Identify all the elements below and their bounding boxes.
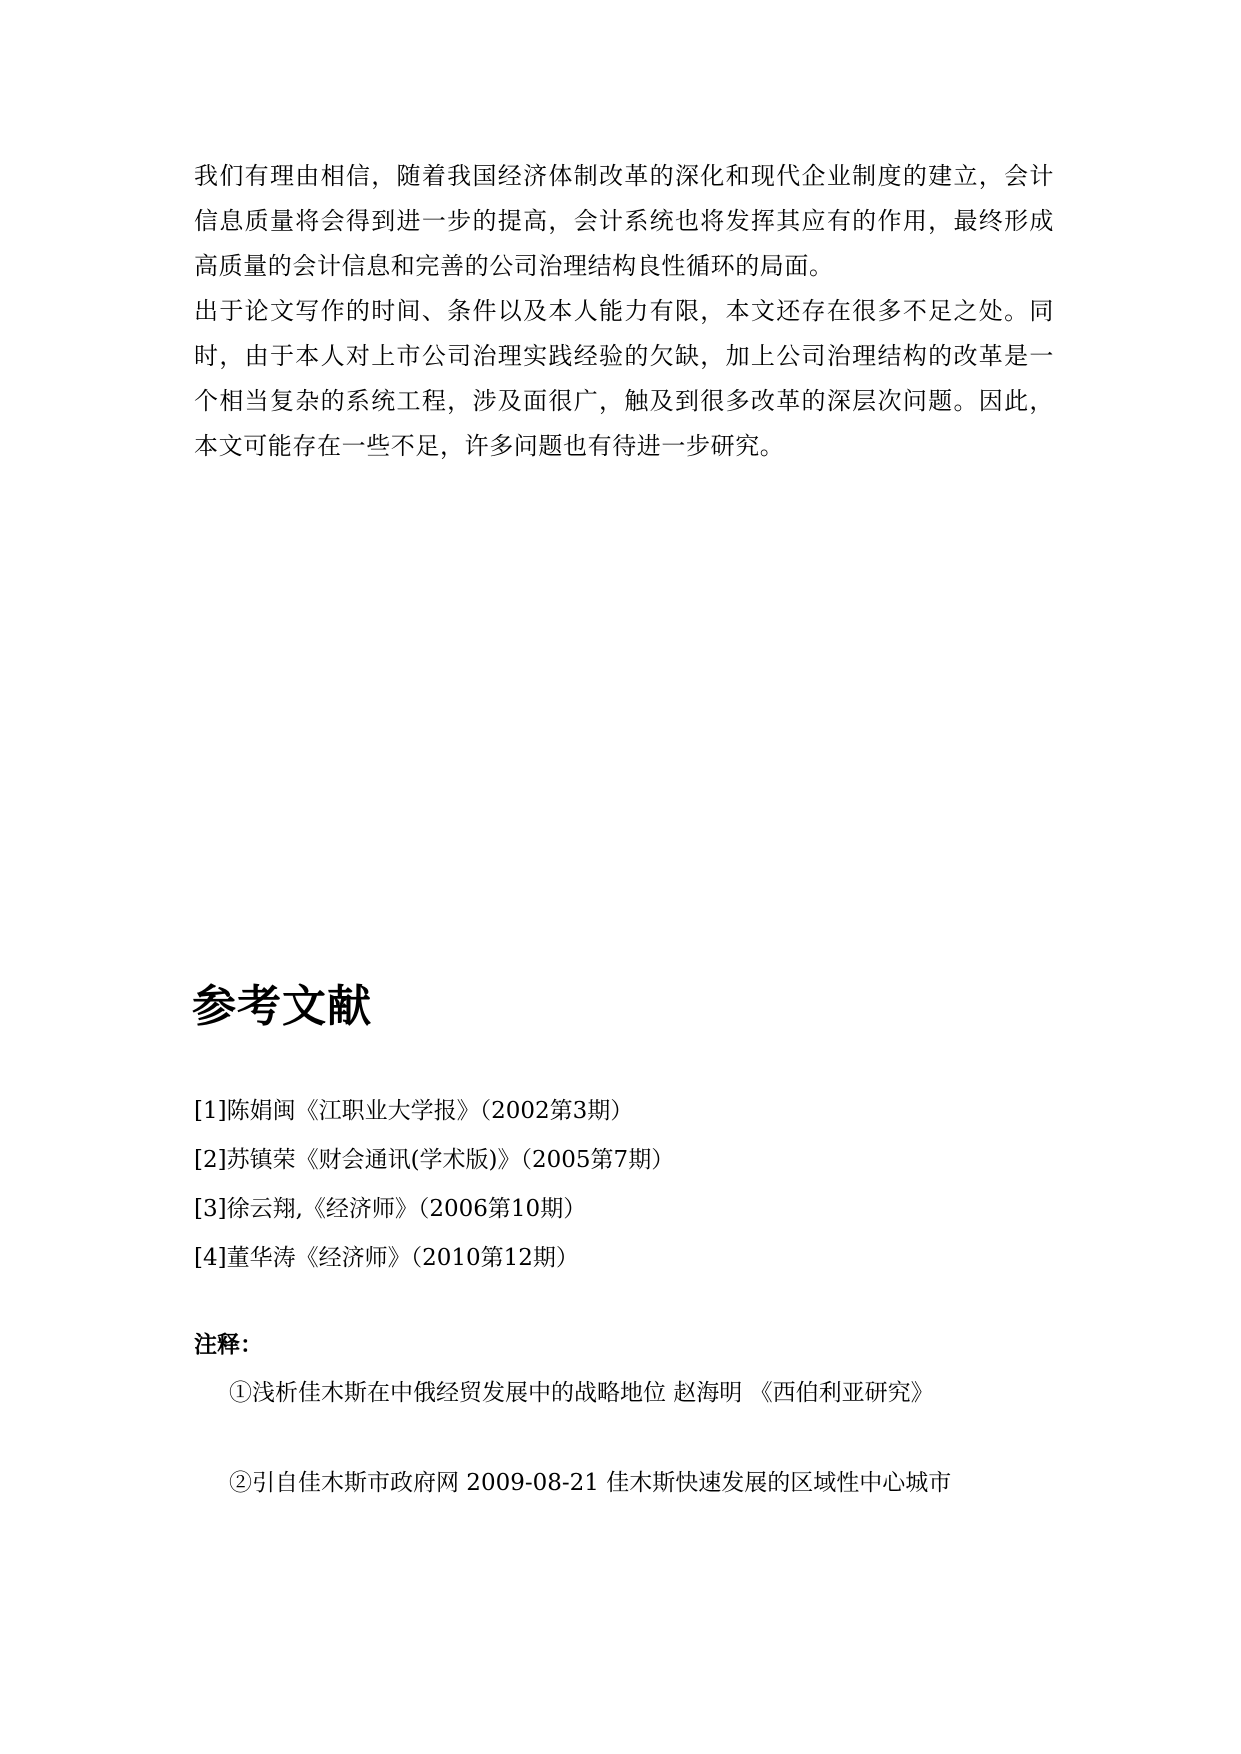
note-item: ②引自佳木斯市政府网 2009-08-21 佳木斯快速发展的区域性中心城市 [229, 1470, 952, 1496]
reference-item: [1]陈娟闽《江职业大学报》（2002第3期） [194, 1098, 634, 1124]
paragraph-limitations: 出于论文写作的时间、条件以及本人能力有限，本文还存在很多不足之处。同时，由于本人对上市公司治理实践经验的欠缺，加上公司治理结构的改革是一个相当复杂的系统工程，涉及面很广，触及到很多改革的深层次问题。因此，本文可能存在一些不足，许多问题也有待进一步研究。 [194, 297, 1054, 460]
reference-item: [3]徐云翔,《经济师》（2006第10期） [194, 1196, 587, 1222]
reference-item: [4]董华涛《经济师》（2010第12期） [194, 1245, 579, 1271]
paragraph-conclusion: 我们有理由相信，随着我国经济体制改革的深化和现代企业制度的建立，会计信息质量将会得到进一步的提高，会计系统也将发挥其应有的作用，最终形成高质量的会计信息和完善的公司治理结构良性循环的局面。 [194, 162, 1054, 280]
note-item: ①浅析佳木斯在中俄经贸发展中的战略地位 赵海明 《西伯利亚研究》 [229, 1380, 934, 1406]
references-heading: 参考文献 [192, 981, 372, 1032]
references-list [194, 1087, 674, 1283]
body-text [194, 154, 1054, 469]
reference-item: [2]苏镇荣《财会通讯(学术版)》（2005第7期） [194, 1147, 675, 1173]
notes-heading: 注释： [194, 1331, 263, 1358]
